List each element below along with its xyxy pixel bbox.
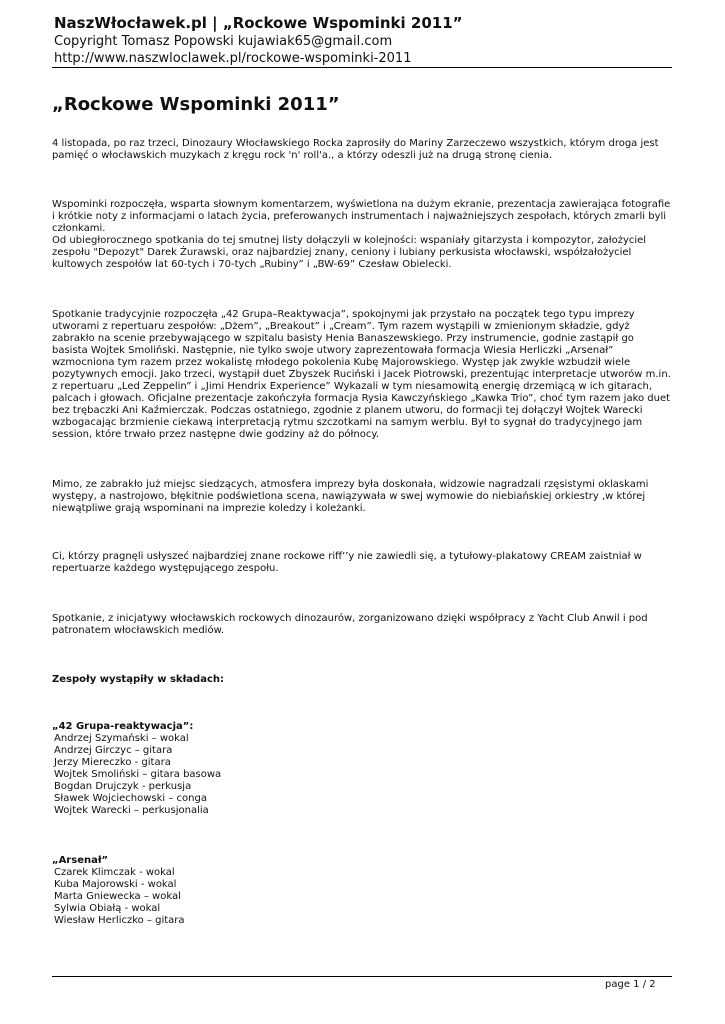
- band-member: Andrzej Girczyc – gitara: [54, 745, 173, 756]
- site-title: NaszWłocławek.pl | „Rockowe Wspominki 2011”: [54, 14, 463, 32]
- band-member: Andrzej Szymański – wokal: [54, 733, 189, 744]
- paragraph-memorial-b: Od ubiegłorocznego spotkania do tej smutnej listy dołączyli w kolejności: wspaniały gitarzysta i kompozytor, założyciel zespołu "Depozyt" Darek Żurawski, oraz najbardziej znany, ceniony i lubiany perkusista włocławski, współzałożyciel kultowych zespołów lat 60-tych i 70-tych „Rubiny” i „BW-69” Czesław Obielecki.: [52, 235, 647, 270]
- page-header: [54, 14, 673, 67]
- paragraph-memorial-a: Wspominki rozpoczęła, wsparta słownym komentarzem, wyświetlona na dużym ekranie, prezentacja zawierająca fotografie i krótkie noty z informacjami o latach życia, preferowanych instrumentach i najważniejszych zespołach, których zmarli byli członkami.: [52, 199, 671, 234]
- band-member: Sylwia Obiałą - wokal: [54, 903, 161, 914]
- paragraph-memorial: [52, 199, 672, 271]
- footer-divider: [52, 976, 672, 977]
- band-member: Bogdan Drujczyk - perkusja: [54, 781, 192, 792]
- band-member: Jerzy Miereczko - gitara: [54, 757, 171, 768]
- page-number: page 1 / 2: [605, 979, 656, 990]
- band-lineup: [52, 721, 221, 817]
- paragraph-concert: Spotkanie tradycyjnie rozpoczęła „42 Grupa–Reaktywacja”, spokojnymi jak przystało na początek tego typu imprezy utworami z repertuaru zespołów: „Dżem”, „Breakout” i „Cream”. Tym razem wystąpili w zmienionym składzie, gdyż zabrakło na scenie przebywającego w szpitalu basisty Henia Banaszewskiego. Przy instrumencie, godnie zastąpił go basista Wojtek Smoliński. Następnie, nie tylko swoje utwory zaprezentowała formacja Wiesia Herliczki „Arsenał” wzmocniona tym razem przez wokalistę młodego pokolenia Kubę Majorowskiego. Występ jak zwykle wzbudził wiele pozytywnych emocji. Jako trzeci, wystąpił duet Zbyszek Ruciński i Jacek Piotrowski, prezentując interpretacje utworów m.in. z repertuaru „Led Zeppelin” i „Jimi Hendrix Experience” Wykazali w tym niesamowitą energię drzemiącą w ich gitarach, palcach i głowach. Oficjalne prezentacje zakończyła formacja Rysia Kawczyńskiego „Kawka Trio”, choć tym razem jako duet bez trębaczki Ani Kaźmierczak. Podczas ostatniego, zgodnie z planem utworu, do formacji tej dołączył Wojtek Warecki wzbogacając brzmienie ciekawą interpretacją rytmu szczotkami na samym werblu. Był to sygnał do tradycyjnego jam session, które trwało przez następne dwie godziny aż do północy.: [52, 309, 671, 440]
- band-member: Wojtek Warecki – perkusjonalia: [54, 805, 209, 816]
- band-member: Wiesław Herliczko – gitara: [54, 915, 185, 926]
- paragraph-atmosphere: Mimo, ze zabrakło już miejsc siedzących, atmosfera imprezy była doskonała, widzowie nagradzali rzęsistymi oklaskami występy, a nastrojowo, błękitnie podświetlona scena, nawiązywała w swej wymowie do niebiańskiej orkiestry ,w której niewątpliwe grają wspominani na imprezie koledzy i koleżanki.: [52, 479, 649, 514]
- source-url: http://www.naszwloclawek.pl/rockowe-wspominki-2011: [54, 51, 412, 66]
- copyright-line: Copyright Tomasz Popowski kujawiak65@gmail.com: [54, 34, 393, 49]
- header-divider: [52, 67, 672, 68]
- band-member: Marta Gniewecka – wokal: [54, 891, 181, 902]
- band-member: Kuba Majorowski - wokal: [54, 879, 177, 890]
- paragraph-riffs: Ci, którzy pragnęli usłyszeć najbardziej znane rockowe riff’’y nie zawiedli się, a tytułowy-plakatowy CREAM zaistniał w repertuarze każdego występującego zespołu.: [52, 551, 642, 574]
- band-lineup: [52, 855, 185, 927]
- lineups-heading: Zespoły wystąpiły w składach:: [52, 674, 224, 685]
- band-member: Czarek Klimczak - wokal: [54, 867, 175, 878]
- band-name: „42 Grupa-reaktywacja”:: [52, 721, 194, 732]
- band-name: „Arsenał”: [52, 855, 109, 866]
- band-member: Sławek Wojciechowski – conga: [54, 793, 207, 804]
- article-title: „Rockowe Wspominki 2011”: [52, 94, 340, 115]
- paragraph-intro: 4 listopada, po raz trzeci, Dinozaury Włocławskiego Rocka zaprosiły do Mariny Zarzeczewo wszystkich, którym droga jest pamięć o włocławskich muzykach z kręgu rock 'n' roll'a., a którzy odeszli już na drugą stronę cienia.: [52, 138, 659, 161]
- band-member: Wojtek Smoliński – gitara basowa: [54, 769, 222, 780]
- paragraph-organizers: Spotkanie, z inicjatywy włocławskich rockowych dinozaurów, zorganizowano dzięki współpracy z Yacht Club Anwil i pod patronatem włocławskich mediów.: [52, 613, 648, 636]
